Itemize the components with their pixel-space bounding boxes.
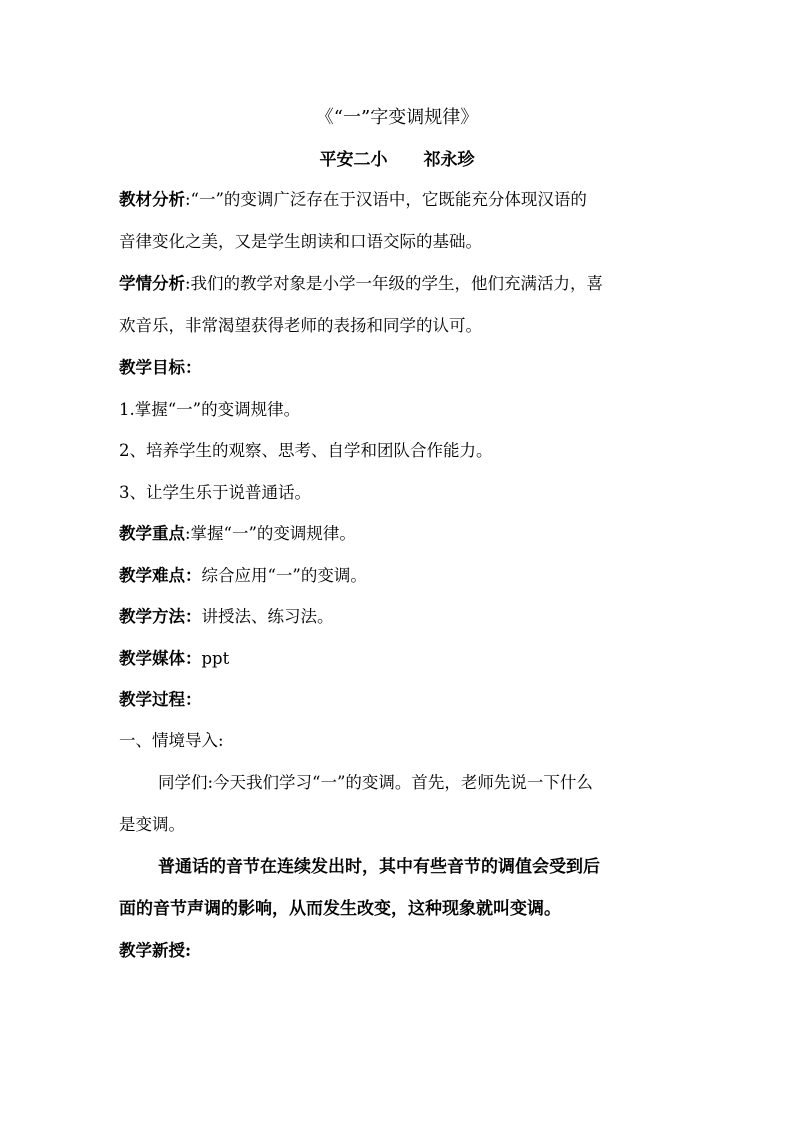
method-text: 讲授法、练习法。	[201, 607, 334, 626]
author-line	[0, 149, 794, 171]
definition-line2: 面的音节声调的影响，从而发生改变，这种现象就叫变调。	[119, 899, 561, 919]
author-name: 祁永珍	[423, 150, 475, 170]
media-label: 教学媒体：	[119, 649, 202, 668]
definition-line1: 普通话的音节在连续发出时，其中有些音节的调值会受到后	[158, 857, 600, 877]
method-label: 教学方法：	[119, 607, 202, 626]
media-line	[119, 649, 679, 669]
material-analysis-line1	[119, 190, 679, 210]
author-school: 平安二小	[319, 150, 388, 170]
method-line	[119, 607, 679, 627]
objective-item: 2、培养学生的观察、思考、自学和团队合作能力。	[119, 441, 493, 460]
difficulty-line	[119, 566, 679, 586]
difficulty-label: 教学难点：	[119, 566, 202, 585]
document-title: 《“一”字变调规律》	[315, 107, 479, 128]
new-teaching-heading: 教学新授:	[119, 941, 192, 960]
student-analysis-line1	[119, 274, 679, 294]
intro-line2: 是变调。	[119, 815, 185, 834]
key-point-line	[119, 524, 679, 544]
student-analysis-text1: :我们的教学对象是小学一年级的学生，他们充满活力，喜	[185, 274, 604, 293]
student-analysis-line2: 欢音乐，非常渴望获得老师的表扬和同学的认可。	[119, 316, 482, 335]
student-analysis-label: 学情分析	[119, 274, 185, 293]
key-point-label: 教学重点	[119, 524, 185, 543]
section1-title: 一、情境导入:	[119, 731, 224, 750]
objective-item: 1.掌握“一”的变调规律。	[119, 400, 301, 419]
process-heading: 教学过程：	[119, 690, 202, 709]
material-analysis-label: 教材分析	[119, 190, 185, 209]
objective-item: 3、让学生乐于说普通话。	[119, 483, 311, 502]
objectives-heading: 教学目标：	[119, 358, 202, 377]
media-text: ppt	[201, 649, 230, 668]
material-analysis-text1: :“一”的变调广泛存在于汉语中，它既能充分体现汉语的	[185, 190, 587, 209]
intro-line1: 同学们:今天我们学习“一”的变调。首先，老师先说一下什么	[158, 773, 593, 792]
material-analysis-line2: 音律变化之美，又是学生朗读和口语交际的基础。	[119, 232, 482, 251]
difficulty-text: 综合应用“一”的变调。	[201, 566, 367, 585]
key-point-text: :掌握“一”的变调规律。	[185, 524, 356, 543]
